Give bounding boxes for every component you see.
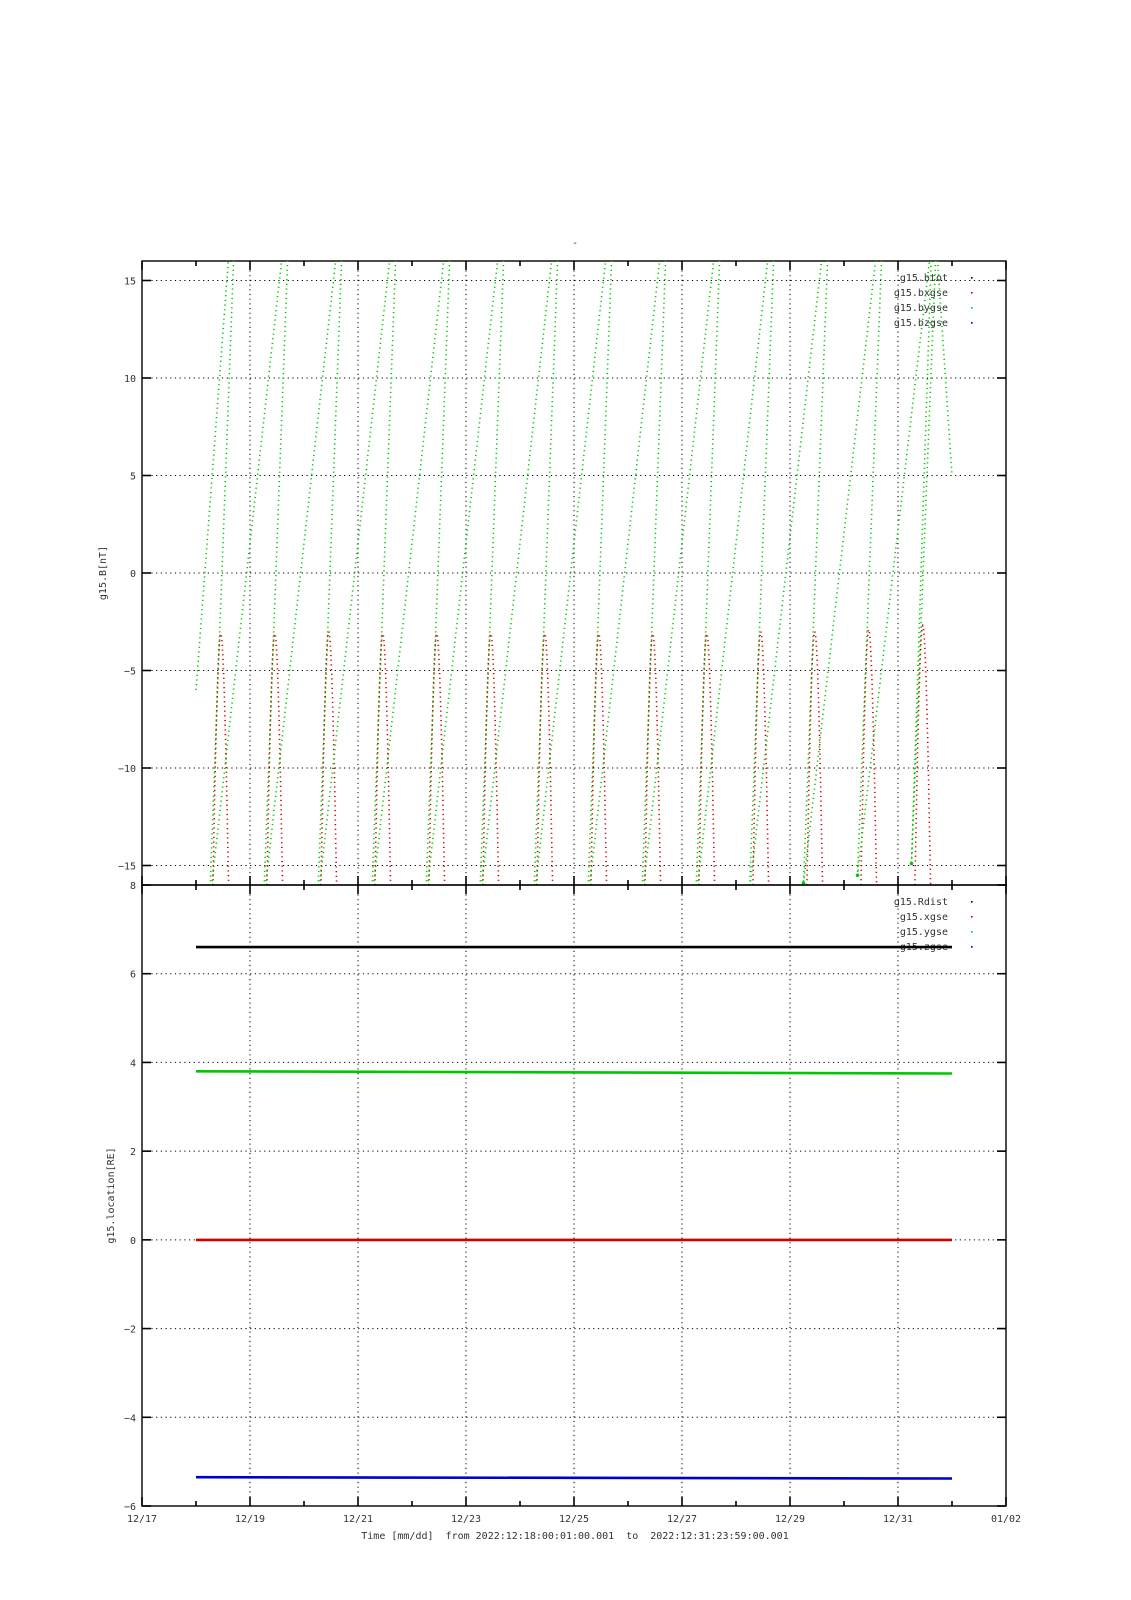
x-tick-label: 12/19: [234, 1514, 266, 1525]
legend-marker: [971, 946, 973, 948]
figure-title: -: [571, 238, 579, 249]
y-tick-label: 2: [129, 1147, 136, 1159]
magnetic-field-panel: [98, 242, 1006, 905]
y-tick-label: −10: [117, 764, 136, 775]
legend-marker: [971, 307, 973, 309]
ygse-series-line: [196, 1071, 952, 1073]
legend-label: g15.bygse: [893, 303, 948, 314]
time-range-footer: Time [mm/dd] from 2022:12:18:00:01:00.001 to 2022:12:31:23:59:00.001: [361, 1531, 789, 1542]
y-tick-label: −2: [123, 1324, 136, 1336]
x-tick-label: 12/31: [882, 1514, 914, 1525]
bygse-minimum-point: [910, 862, 914, 866]
legend-marker: [971, 292, 973, 294]
bygse-minimum-point: [802, 881, 806, 885]
y-axis-label: g15.B[nT]: [98, 545, 109, 601]
y-tick-label: −15: [117, 861, 136, 873]
legend-marker: [971, 931, 973, 933]
y-tick-label: −4: [123, 1413, 136, 1425]
legend-label: g15.zgse: [899, 942, 948, 953]
x-tick-label: 01/02: [990, 1514, 1022, 1525]
y-tick-label: 4: [129, 1058, 136, 1070]
y-tick-label: 6: [129, 969, 136, 981]
legend-label: g15.bzgse: [893, 318, 948, 329]
y-tick-label: −6: [123, 1502, 136, 1513]
y-tick-label: 15: [123, 276, 136, 288]
legend-label: g15.Rdist: [893, 897, 948, 908]
legend-label: g15.btot: [899, 273, 948, 284]
bxgse-series-line: [213, 626, 931, 885]
bygse-minimum-point: [748, 889, 752, 893]
y-tick-label: 0: [129, 1235, 136, 1247]
x-tick-label: 12/23: [450, 1514, 482, 1525]
location-panel: [106, 881, 1006, 1513]
legend-marker: [971, 277, 973, 279]
legend-label: g15.bxgse: [893, 288, 948, 299]
legend-marker: [971, 322, 973, 324]
x-tick-label: 12/29: [774, 1514, 806, 1525]
y-tick-label: 5: [129, 471, 136, 483]
legend-label: g15.ygse: [899, 927, 948, 938]
y-tick-label: 8: [129, 881, 136, 892]
y-axis-label: g15.location[RE]: [106, 1147, 117, 1244]
zgse-series-line: [196, 1477, 952, 1478]
x-tick-label: 12/25: [558, 1514, 590, 1525]
legend-marker: [971, 916, 973, 918]
y-tick-label: 0: [129, 569, 136, 580]
legend-marker: [971, 901, 973, 903]
x-tick-label: 12/21: [342, 1514, 374, 1525]
y-tick-label: 10: [123, 374, 136, 385]
x-tick-label: 12/17: [126, 1514, 158, 1525]
bygse-minimum-point: [856, 874, 860, 878]
x-tick-label: 12/27: [666, 1514, 698, 1525]
time-axis: [127, 1514, 1021, 1525]
y-tick-label: −5: [123, 666, 136, 678]
legend-label: g15.xgse: [899, 912, 948, 923]
